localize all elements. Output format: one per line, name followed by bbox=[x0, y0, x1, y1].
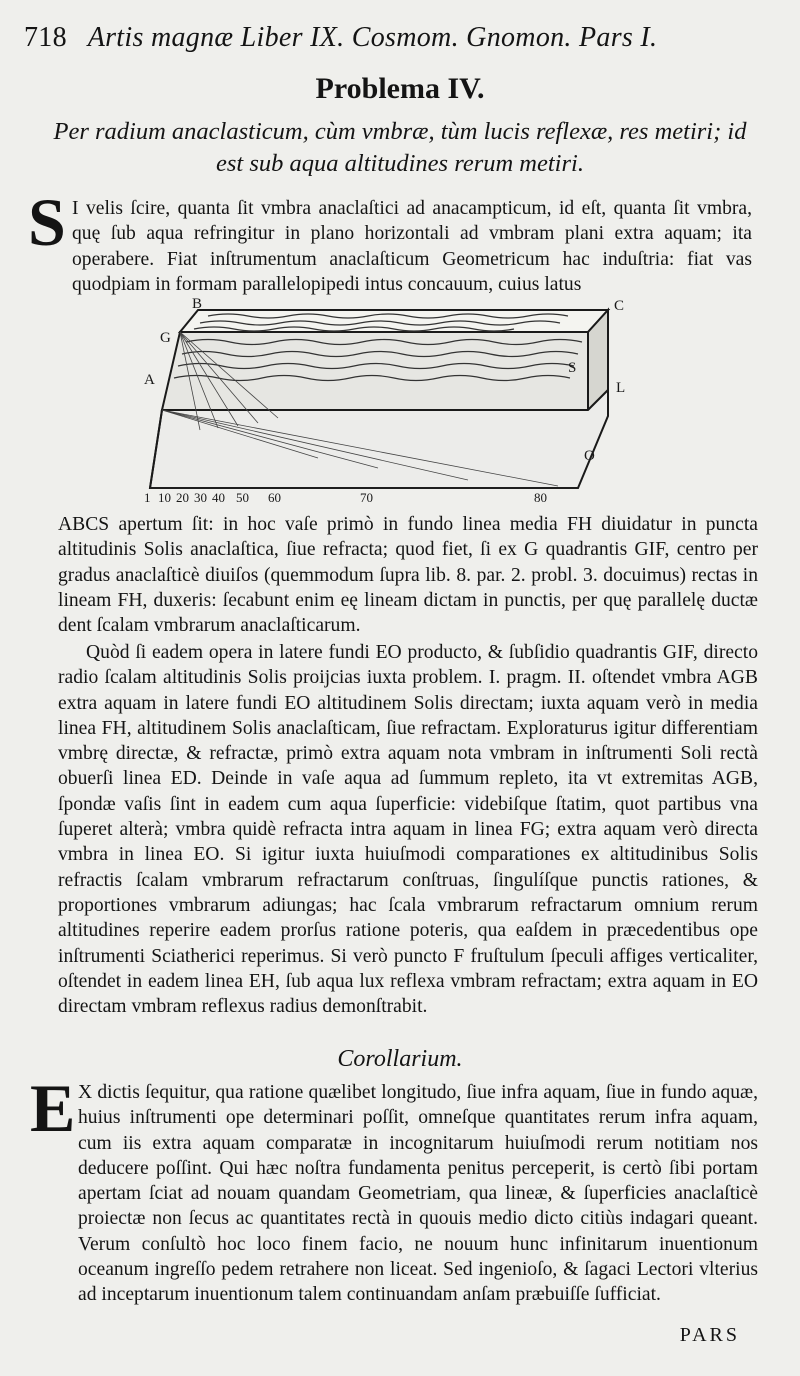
catchword: PARS bbox=[679, 1324, 740, 1346]
problem-title: Problema IV. bbox=[315, 72, 485, 105]
figure-label-c: C bbox=[614, 298, 625, 314]
paragraph-quod: Quòd ſi eadem opera in latere fundi EO producto, & ſubſidio quadrantis GIF, directo radio ſcalam altitudinis Solis proijcias iuxta problem. I. pragm. II. oſtendet vmbra AGB extra aquam in latere fundi EO altitudinem Solis directam; iuxta aquam verò in media linea FH, altitudinem Solis anaclaſticam, ſiue refractam. Exploraturus igitur differentiam vmbrę directæ, & refractæ, primò extra aquam nota vmbram in inſtrumenti Soli rectà obuerſi linea ED. Deinde in vaſe aqua ad ſummum repleto, ita vt extremitas AGB, ſpondæ vaſis ſint in eadem cum aqua ſuperficie: videbiſque ſtatim, quot partibus vna ſuperet alterà; vmbra quidè refracta intra aquam in linea FG; extra aquam verò directa vmbra in linea EO. Si igitur iuxta huiuſmodi comparationes ex altitudinibus Solis refractis ſcalam vmbrarum refractarum conſtruas, ſingulíſque punctis rationes, & proportiones vmbrarum adiungas; hac ſcala vmbrarum refractarum omnium rerum altitudines reperire eadem prorſus ratione poteris, qua eaſdem in præcedentibus ope inſtrumenti Sciatherici reperimus. Si verò puncto F fruſtulum ſpeculi affiges verticaliter, oſtendet in eadem linea EH, ſub aqua lux reflexa vmbram refractam; extra aquam in EO directam vmbram reflexus radius demonſtrabit. bbox=[58, 642, 758, 1018]
paragraph-corollary: X dictis ſequitur, qua ratione quælibet longitudo, ſiue infra aquam, ſiue in fundo aquæ, huius inſtrumenti ope determinari poſſit, omneſque quantitates rerum infra aquam, cum iis extra aquam comparatæ in incognitarum huiuſmodi rerum notitiam nos deducere poſſint. Qui hæc noſtra fundamenta penitus perceperit, is certò ſibi portam apertam ſciat ad nouam quandam Geometriam, qua lineæ, & ſuperficies anaclaſticè proiectæ non ſecus ac quantitates rectà in quouis medio dicto citiùs indagari queant. Verum conſultò hoc loco finem facio, ne nouum hunc infinitarum inuentionum oceanum ingreſſo pedem retrahere non liceat. Sed ingenioſo, & ſagaci Lectori vlterius ad inceptarum inuentionum talem continuandam anſam præbuiſſe ſufficiat. bbox=[78, 1082, 758, 1306]
scale-number: 30 bbox=[194, 490, 207, 505]
scale-number: 70 bbox=[360, 490, 373, 505]
paragraph-intro: I velis ſcire, quanta ſit vmbra anaclaſtici ad anacampticum, id eſt, quanta ſit vmbra, quę ſub aqua refringitur in plano horizontali ad vmbram plani extra aquam; ita operabere. Fiat inſtrumentum anaclaſticum Geometricum hac induſtria: fiat vas quodpiam in formam parallelopipedi intus concauum, cuius latus bbox=[72, 198, 752, 295]
anaclastic-instrument-figure bbox=[138, 298, 638, 506]
paragraph-abcs: ABCS apertum ſit: in hoc vaſe primò in fundo linea media FH diuidatur in puncta altitudinis Solis anaclaſtica, ſiue refracta; quod fiet, ſi ex G quadrantis GIF, centro per gradus anaclaſticè diuiſos (quemmodum ſupra lib. 8. par. 2. probl. 3. docuimus) rectas in lineam FH, duxeris: ſecabunt enim eę lineam dictam in punctis, per quę parallelę ductæ dent ſcalam vmbrarum anaclaſticarum. bbox=[58, 514, 758, 637]
running-header bbox=[24, 22, 744, 54]
scale-number: 50 bbox=[236, 490, 249, 505]
figure-label-l: L bbox=[616, 380, 626, 396]
scale-number: 40 bbox=[212, 490, 225, 505]
figure-label-a: A bbox=[144, 372, 155, 388]
problem-subtitle: Per radium anaclasticum, cùm vmbræ, tùm lucis reflexæ, res metiri; id est sub aqua altitudines rerum metiri. bbox=[53, 118, 747, 177]
figure-label-g: G bbox=[160, 330, 171, 346]
figure-label-o: O bbox=[584, 448, 595, 464]
drop-cap-s: S bbox=[28, 184, 66, 260]
figure-label-s: S bbox=[568, 360, 577, 376]
figure-label-b: B bbox=[192, 298, 203, 312]
scale-number: 1 bbox=[144, 490, 151, 505]
running-title: Artis magnæ Liber IX. Cosmom. Gnomon. Pars I. bbox=[87, 22, 658, 53]
corollary-title: Corollarium. bbox=[337, 1046, 463, 1072]
page-number: 718 bbox=[24, 22, 67, 53]
scale-number: 10 bbox=[158, 490, 171, 505]
drop-cap-e: E bbox=[30, 1070, 76, 1146]
scale-number: 20 bbox=[176, 490, 189, 505]
scale-number: 60 bbox=[268, 490, 281, 505]
scale-number: 80 bbox=[534, 490, 547, 505]
